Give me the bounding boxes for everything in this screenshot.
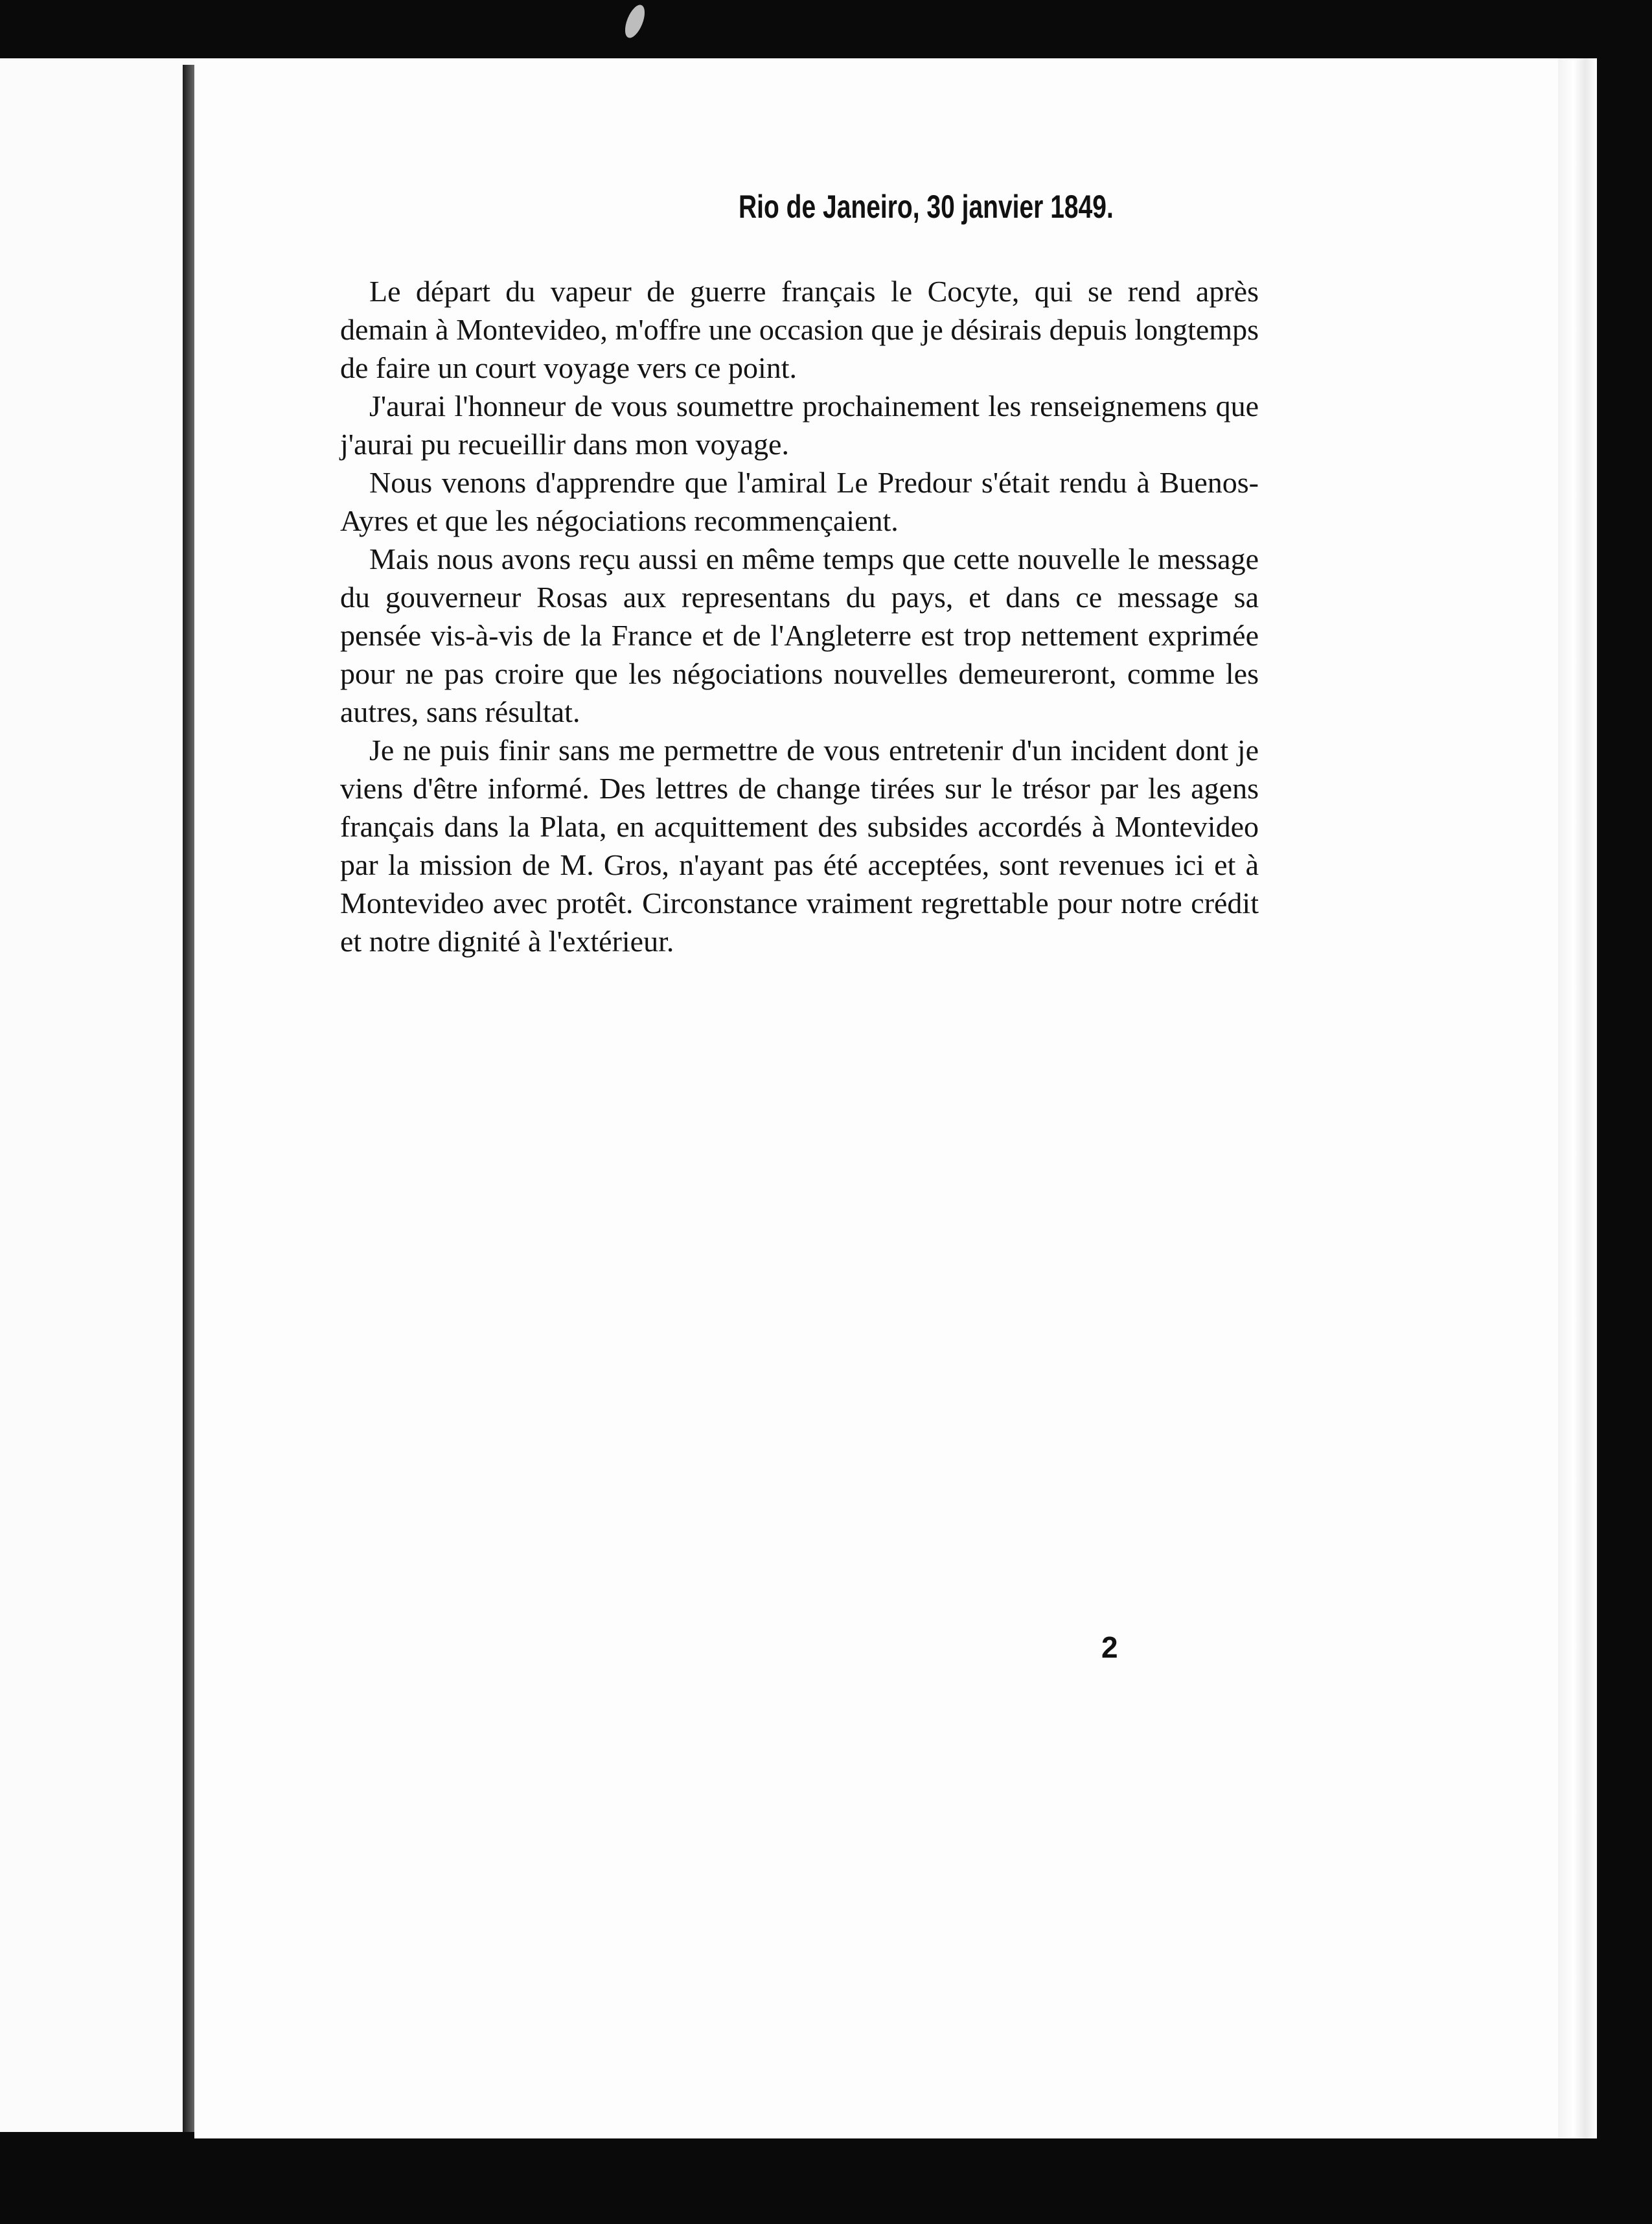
paragraph-3: Nous venons d'apprendre que l'amiral Le Predour s'était rendu à Buenos-Ayres et que les négociations recommençaient.	[340, 466, 1259, 537]
paragraph-1: Le départ du vapeur de guerre français le Cocyte, qui se rend après demain à Montevideo, m'offre une occasion que je désirais depuis longtemps de faire un court voyage vers ce point.	[340, 275, 1259, 384]
facing-page	[0, 58, 194, 2132]
dateline: Rio de Janeiro, 30 janvier 1849.	[739, 189, 1114, 225]
book-gutter	[183, 65, 194, 2132]
paragraph-2: J'aurai l'honneur de vous soumettre prochainement les renseignemens que j'aurai pu recueillir dans mon voyage.	[340, 389, 1259, 461]
letter-body	[340, 272, 1259, 960]
page-edge	[1558, 58, 1597, 2138]
paragraph-4: Mais nous avons reçu aussi en même temps que cette nouvelle le message du gouverneur Rosas aux representans du pays, et dans ce message sa pensée vis-à-vis de la France et de l'Angleterre est trop nettement exprimée pour ne pas croire que les négociations nouvelles demeureront, comme les autres, sans résultat.	[340, 542, 1259, 728]
scan-smudge	[621, 2, 648, 40]
page-number: 2	[1101, 1630, 1118, 1664]
paragraph-5: Je ne puis finir sans me permettre de vous entretenir d'un incident dont je viens d'être informé. Des lettres de change tirées sur le trésor par les agens français dans la Plata, en acquittement des subsides accordés à Montevideo par la mission de M. Gros, n'ayant pas été acceptées, sont revenues ici et à Montevideo avec protêt. Circonstance vraiment regrettable pour notre crédit et notre dignité à l'extérieur.	[340, 734, 1259, 958]
